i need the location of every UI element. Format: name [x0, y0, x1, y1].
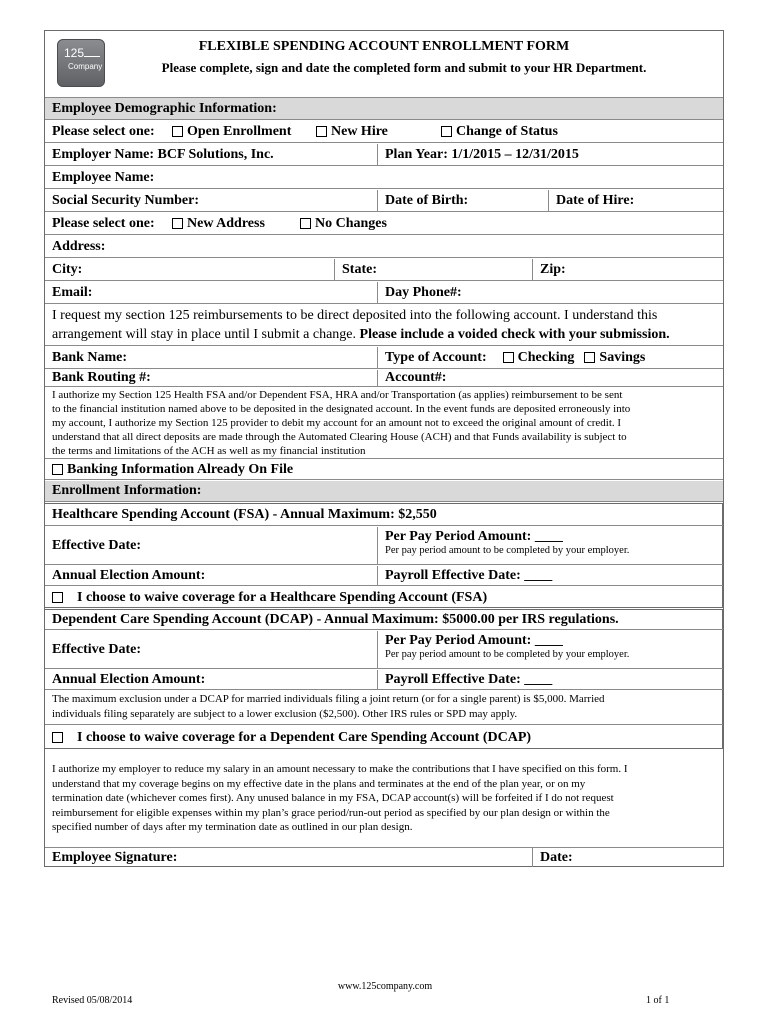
deposit-request-row [45, 305, 723, 346]
dcap-payroll-effective-field[interactable]: Payroll Effective Date: ____ [377, 670, 552, 689]
select-one-label: Please select one: [52, 123, 155, 139]
dcap-note-row [45, 691, 723, 725]
dcap-per-pay-cell [377, 631, 629, 668]
change-of-status-checkbox[interactable] [441, 126, 452, 137]
dcap-annual-election-field[interactable]: Annual Election Amount: [52, 671, 206, 687]
enrollment-section-header [45, 481, 723, 502]
fsa-payroll-effective-field[interactable]: Payroll Effective Date: ____ [377, 566, 552, 585]
email-field[interactable]: Email: [52, 284, 93, 300]
employer-name: Employer Name: BCF Solutions, Inc. [52, 146, 274, 162]
dcap-title: Dependent Care Spending Account (DCAP) - Annual Maximum: $5000.00 per IRS regulations. [52, 611, 619, 627]
salary-auth-line-3: termination date (whichever comes first). Any unused balance in my FSA, DCAP account(s) will be forfeited if I do not request [52, 792, 614, 804]
deposit-request-line-2 [52, 325, 670, 344]
dcap-effective-row [45, 631, 723, 669]
fsa-per-pay-note: Per pay period amount to be completed by your employer. [385, 545, 630, 556]
city-row [45, 259, 723, 281]
already-on-file-option[interactable] [45, 460, 293, 479]
doh-field[interactable]: Date of Hire: [548, 190, 634, 211]
select-one-label-2: Please select one: [52, 215, 155, 231]
no-changes-checkbox[interactable] [300, 218, 311, 229]
logo-number: 125 [64, 46, 85, 60]
fsa-waive-checkbox[interactable] [52, 592, 63, 603]
demographic-section-title: Employee Demographic Information: [52, 100, 277, 116]
change-of-status-option[interactable] [434, 121, 558, 142]
routing-row [45, 370, 723, 386]
footer-url: www.125company.com [337, 981, 433, 992]
account-type-label: Type of Account: [385, 349, 487, 365]
fsa-annual-election-field[interactable]: Annual Election Amount: [52, 567, 206, 583]
footer-revised: Revised 05/08/2014 [52, 995, 133, 1006]
new-address-option[interactable] [165, 213, 265, 234]
demographic-section-header [45, 97, 723, 120]
fsa-effective-row [45, 527, 723, 565]
open-enrollment-option[interactable] [165, 121, 291, 142]
form-header [45, 31, 723, 95]
signature-date-field[interactable]: Date: [532, 848, 573, 867]
deposit-request-line-2-text: arrangement will stay in place until I submit a change. [52, 327, 357, 342]
fsa-per-pay-field[interactable]: Per Pay Period Amount: ____ [385, 529, 563, 544]
deposit-request-text [52, 306, 670, 344]
already-on-file-label: Banking Information Already On File [67, 461, 294, 477]
fsa-waive-row[interactable] [45, 587, 723, 608]
employee-name-row [45, 167, 723, 189]
bank-name-row [45, 347, 723, 369]
deposit-authorization [45, 386, 723, 459]
salary-auth-line-1: I authorize my employer to reduce my salary in an amount necessary to make the contributions that I have specified on this form. I [52, 763, 628, 775]
form-title: FLEXIBLE SPENDING ACCOUNT ENROLLMENT FORM [198, 39, 570, 54]
account-type-cell [377, 347, 645, 368]
signature-row [45, 847, 723, 867]
salary-auth-line-2: understand that my coverage begins on my effective date in the plans and terminates at the end of the plan year, or on my [52, 777, 586, 790]
deposit-auth-line-4: understand that all direct deposits are made through the Automated Clearing House (ACH) and that Funds availability is subject to [52, 431, 627, 443]
dcap-waive-row[interactable] [45, 726, 723, 749]
fsa-effective-date-field[interactable]: Effective Date: [52, 537, 142, 553]
deposit-auth-line-2: to the financial institution named above to be deposited in the designated account. In the event funds are deposited erroneously into [52, 403, 631, 415]
ssn-field[interactable]: Social Security Number: [52, 192, 199, 208]
deposit-auth-line-5: the terms and limitations of the ACH as well as my financial institution [52, 445, 366, 457]
ssn-row [45, 190, 723, 212]
fsa-waive-option[interactable] [45, 587, 487, 608]
employee-name-field[interactable]: Employee Name: [52, 169, 155, 185]
address-field[interactable]: Address: [52, 238, 106, 254]
zip-field[interactable]: Zip: [532, 259, 566, 280]
new-address-checkbox[interactable] [172, 218, 183, 229]
routing-field[interactable]: Bank Routing #: [52, 370, 151, 385]
dcap-note [52, 692, 605, 721]
new-hire-label: New Hire [331, 123, 388, 139]
logo-rule [84, 56, 100, 57]
no-changes-label: No Changes [315, 215, 387, 231]
salary-auth-line-5: specified number of days after my termination date as outlined in our plan design. [52, 821, 413, 833]
address-row [45, 236, 723, 258]
open-enrollment-checkbox[interactable] [172, 126, 183, 137]
change-of-status-label: Change of Status [456, 123, 558, 139]
city-field[interactable]: City: [52, 261, 83, 277]
enrollment-type-row [45, 121, 723, 143]
savings-checkbox[interactable] [584, 352, 595, 363]
logo-word: Company [68, 62, 103, 71]
deposit-request-line-1: I request my section 125 reimbursements to be direct deposited into the following account. I understand this [52, 308, 658, 323]
new-hire-option[interactable] [309, 121, 388, 142]
dcap-effective-date-field[interactable]: Effective Date: [52, 641, 142, 657]
voided-check-note: Please include a voided check with your submission. [359, 327, 670, 342]
salary-auth-line-4: reimbursement for eligible expenses within my plan’s grace period/run-out period as specified by our plan design or within the [52, 806, 610, 819]
address-change-row [45, 213, 723, 235]
fsa-waive-label: I choose to waive coverage for a Healthcare Spending Account (FSA) [77, 589, 488, 605]
dcap-per-pay-field[interactable]: Per Pay Period Amount: ____ [385, 633, 563, 648]
email-row [45, 282, 723, 304]
fsa-box [45, 503, 723, 608]
dcap-waive-option[interactable] [45, 726, 531, 749]
checking-label: Checking [517, 349, 575, 365]
dcap-waive-checkbox[interactable] [52, 732, 63, 743]
deposit-auth-line-3: my account, I authorize my Section 125 provider to debit my account for an amount not to exceed the original amount of credit. I [52, 417, 622, 429]
plan-year: Plan Year: 1/1/2015 – 12/31/2015 [377, 144, 579, 165]
bank-name-field[interactable]: Bank Name: [52, 349, 128, 365]
savings-label: Savings [599, 349, 646, 365]
fsa-title: Healthcare Spending Account (FSA) - Annual Maximum: $2,550 [52, 506, 437, 522]
form-subtitle: Please complete, sign and date the completed form and submit to your HR Department. [161, 60, 647, 75]
dcap-per-pay-note: Per pay period amount to be completed by your employer. [385, 649, 630, 660]
employee-signature-field[interactable]: Employee Signature: [52, 849, 178, 865]
dcap-election-row [45, 670, 723, 690]
deposit-auth-line-1: I authorize my Section 125 Health FSA and/or Dependent FSA, HRA and/or Transportation (as applies) reimbursement to be sent [52, 389, 623, 401]
state-field[interactable]: State: [334, 259, 377, 280]
employer-row [45, 144, 723, 166]
fsa-per-pay-cell [377, 527, 629, 564]
enrollment-section-title: Enrollment Information: [52, 483, 202, 498]
fsa-title-row [45, 504, 723, 526]
dcap-box [45, 609, 723, 749]
new-hire-checkbox[interactable] [316, 126, 327, 137]
dcap-note-line-2: individuals filing separately are subject to a lower exclusion ($2,500). Other IRS rules or SPD may apply. [52, 707, 518, 720]
dcap-title-row [45, 610, 723, 630]
new-address-label: New Address [187, 215, 265, 231]
account-number-field[interactable]: Account#: [377, 370, 446, 386]
dcap-note-line-1: The maximum exclusion under a DCAP for married individuals filing a joint return (or for a single parent) is $5,000. Married [52, 693, 605, 705]
dcap-waive-label: I choose to waive coverage for a Dependent Care Spending Account (DCAP) [77, 729, 532, 745]
form-frame [44, 30, 724, 867]
dob-field[interactable]: Date of Birth: [377, 190, 468, 211]
fsa-election-row [45, 566, 723, 586]
deposit-authorization-text [52, 388, 630, 458]
already-on-file-row[interactable] [45, 460, 723, 480]
no-changes-option[interactable] [293, 213, 387, 234]
footer-page-number: 1 of 1 [646, 995, 670, 1006]
day-phone-field[interactable]: Day Phone#: [377, 282, 462, 303]
checking-checkbox[interactable] [503, 352, 514, 363]
already-on-file-checkbox[interactable] [52, 464, 63, 475]
open-enrollment-label: Open Enrollment [187, 123, 292, 139]
